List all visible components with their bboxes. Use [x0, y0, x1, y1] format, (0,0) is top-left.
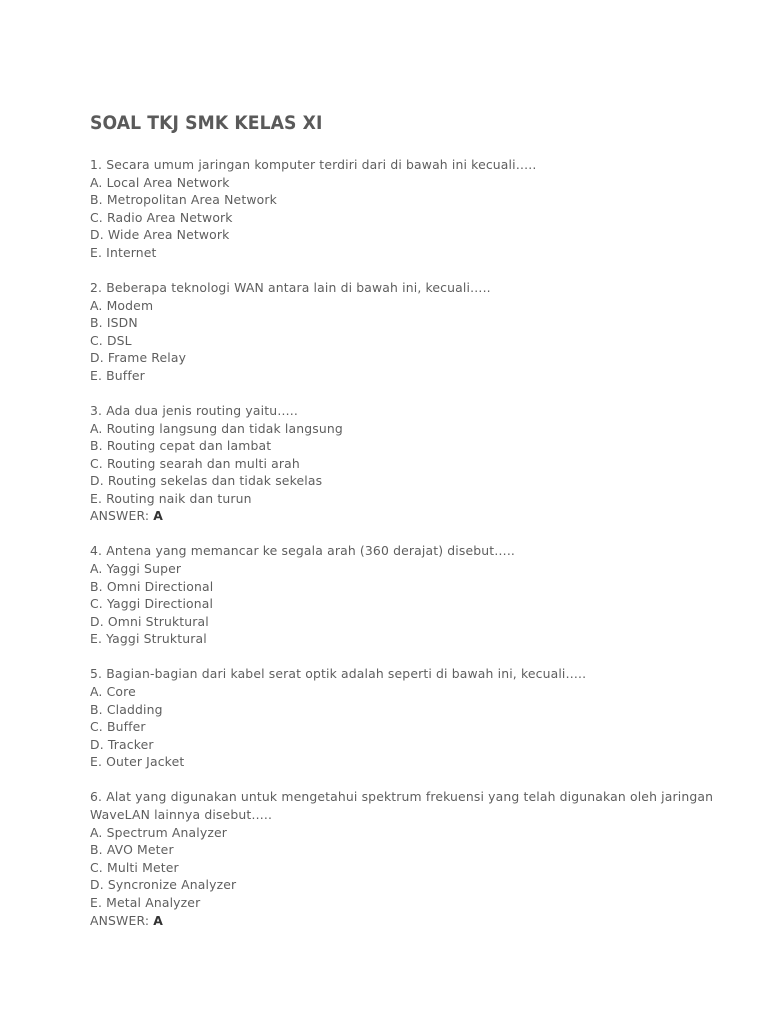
- question-block: [90, 788, 714, 929]
- answer-option: A. Routing langsung dan tidak langsung: [90, 420, 343, 436]
- answer-option: B. Omni Directional: [90, 578, 214, 594]
- question-text: 2. Beberapa teknologi WAN antara lain di bawah ini, kecuali…..: [90, 279, 491, 295]
- question-block: [90, 279, 690, 385]
- answer-option: B. AVO Meter: [90, 842, 174, 858]
- answer-key: [90, 912, 690, 930]
- question-text: 1. Secara umum jaringan komputer terdiri dari di bawah ini kecuali…..: [90, 157, 537, 172]
- question-text: 5. Bagian-bagian dari kabel serat optik adalah seperti di bawah ini, kecuali…..: [90, 666, 587, 682]
- question-block: [90, 402, 690, 525]
- answer-letter: A: [153, 912, 163, 928]
- answer-option: D. Wide Area Network: [90, 227, 230, 243]
- question-block: [90, 665, 690, 771]
- answer-option: D. Tracker: [90, 736, 154, 752]
- answer-option: E. Buffer: [90, 367, 145, 383]
- question-list: [90, 156, 714, 929]
- answer-option: E. Internet: [90, 244, 157, 260]
- document-body: [90, 112, 714, 947]
- answer-option: E. Outer Jacket: [90, 754, 185, 770]
- document-title: SOAL TKJ SMK KELAS XI: [90, 113, 323, 134]
- answer-option: D. Omni Struktural: [90, 613, 209, 629]
- answer-option: C. DSL: [90, 332, 132, 348]
- answer-option: B. Cladding: [90, 701, 163, 717]
- answer-option: D. Frame Relay: [90, 350, 187, 366]
- answer-label: ANSWER:: [90, 912, 154, 928]
- answer-key: [90, 507, 690, 525]
- answer-option: D. Routing sekelas dan tidak sekelas: [90, 473, 323, 489]
- question-text: 3. Ada dua jenis routing yaitu…..: [90, 402, 298, 418]
- answer-label: ANSWER:: [90, 508, 154, 524]
- answer-letter: A: [153, 508, 163, 524]
- question-block: [90, 156, 690, 262]
- answer-option: B. Routing cepat dan lambat: [90, 438, 272, 454]
- question-text: WaveLAN lainnya disebut…..: [90, 806, 273, 822]
- question-block: [90, 542, 690, 648]
- answer-option: A. Yaggi Super: [90, 561, 182, 577]
- answer-option: E. Routing naik dan turun: [90, 490, 252, 506]
- question-text: 4. Antena yang memancar ke segala arah (360 derajat) disebut…..: [90, 543, 516, 559]
- answer-option: C. Buffer: [90, 719, 146, 735]
- answer-option: C. Routing searah dan multi arah: [90, 455, 300, 471]
- answer-option: A. Local Area Network: [90, 174, 230, 190]
- answer-option: C. Yaggi Directional: [90, 596, 214, 612]
- answer-option: A. Spectrum Analyzer: [90, 824, 228, 840]
- answer-option: E. Yaggi Struktural: [90, 631, 207, 647]
- answer-option: A. Modem: [90, 297, 154, 313]
- answer-option: D. Syncronize Analyzer: [90, 877, 237, 893]
- answer-option: B. Metropolitan Area Network: [90, 192, 277, 208]
- answer-option: C. Multi Meter: [90, 859, 179, 875]
- answer-option: A. Core: [90, 684, 136, 699]
- answer-option: C. Radio Area Network: [90, 209, 233, 225]
- answer-option: B. ISDN: [90, 315, 138, 331]
- answer-option: E. Metal Analyzer: [90, 894, 201, 910]
- question-text: 6. Alat yang digunakan untuk mengetahui spektrum frekuensi yang telah digunakan oleh jaringan: [90, 789, 714, 805]
